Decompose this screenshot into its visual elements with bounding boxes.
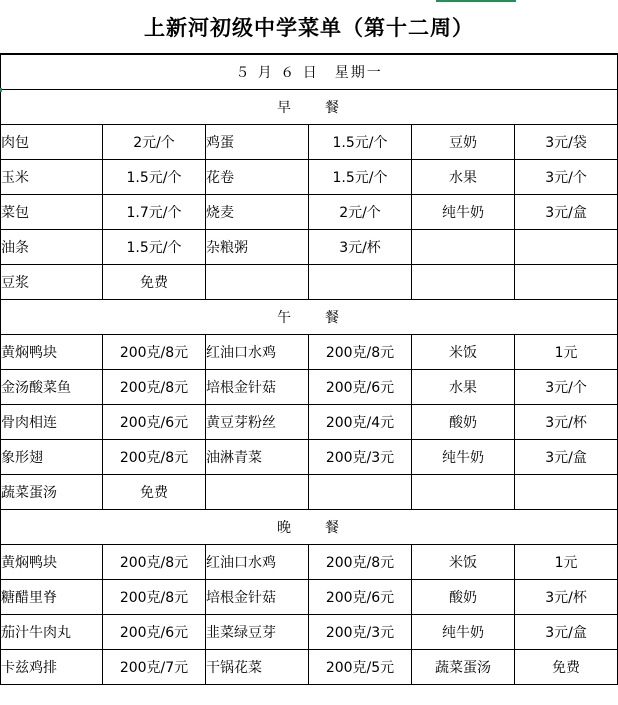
dish-name-3: 蔬菜蛋汤 [412,650,515,685]
dish-price-3: 3元/个 [515,370,618,405]
dish-price-3: 3元/盒 [515,615,618,650]
dish-name-3: 酸奶 [412,580,515,615]
menu-row [1,160,618,195]
menu-row [1,125,618,160]
dish-price-3: 3元/杯 [515,405,618,440]
dish-price-3: 3元/袋 [515,125,618,160]
dish-name-2: 韭菜绿豆芽 [206,615,309,650]
dish-name-1: 象形翅 [1,440,103,475]
meal-heading: 午 餐 [1,300,618,335]
dish-name-3: 纯牛奶 [412,195,515,230]
dish-name-3: 豆奶 [412,125,515,160]
dish-name-1: 玉米 [1,160,103,195]
dish-price-3 [515,475,618,510]
cell-selection-marker [436,0,516,2]
menu-row [1,440,618,475]
dish-price-2: 200克/8元 [309,335,412,370]
dish-price-2 [309,475,412,510]
menu-table-body [1,55,618,685]
dish-name-2: 花卷 [206,160,309,195]
dish-price-1: 免费 [103,265,206,300]
dish-name-1: 黄焖鸭块 [1,545,103,580]
dish-price-3: 1元 [515,335,618,370]
dish-price-1: 200克/8元 [103,370,206,405]
dish-price-3: 3元/杯 [515,580,618,615]
dish-price-2: 200克/3元 [309,440,412,475]
dish-price-1: 200克/8元 [103,335,206,370]
menu-row [1,230,618,265]
dish-price-3: 3元/盒 [515,195,618,230]
menu-row [1,265,618,300]
dish-name-1: 卡兹鸡排 [1,650,103,685]
cell-corner-marker [0,88,2,92]
menu-table [0,54,618,685]
dish-name-3: 纯牛奶 [412,440,515,475]
dish-name-3 [412,265,515,300]
dish-name-2: 黄豆芽粉丝 [206,405,309,440]
date-row [1,55,618,90]
menu-row [1,580,618,615]
dish-price-2: 200克/4元 [309,405,412,440]
dish-name-2: 烧麦 [206,195,309,230]
dish-name-1: 油条 [1,230,103,265]
dish-price-2: 2元/个 [309,195,412,230]
meal-heading: 晚 餐 [1,510,618,545]
meal-heading-row [1,300,618,335]
dish-price-2: 1.5元/个 [309,160,412,195]
dish-price-1: 免费 [103,475,206,510]
dish-name-2 [206,475,309,510]
menu-row [1,335,618,370]
dish-price-3: 1元 [515,545,618,580]
dish-price-1: 2元/个 [103,125,206,160]
dish-name-1: 糖醋里脊 [1,580,103,615]
dish-name-3 [412,475,515,510]
dish-price-3: 免费 [515,650,618,685]
dish-name-1: 肉包 [1,125,103,160]
dish-price-3 [515,265,618,300]
dish-price-1: 200克/6元 [103,615,206,650]
dish-name-2: 鸡蛋 [206,125,309,160]
meal-heading: 早 餐 [1,90,618,125]
dish-name-2: 红油口水鸡 [206,545,309,580]
dish-price-3: 3元/个 [515,160,618,195]
dish-name-3: 米饭 [412,545,515,580]
dish-name-1: 金汤酸菜鱼 [1,370,103,405]
meal-heading-row [1,510,618,545]
dish-price-3: 3元/盒 [515,440,618,475]
dish-name-2: 干锅花菜 [206,650,309,685]
dish-name-2: 红油口水鸡 [206,335,309,370]
date-cell: ５ 月 ６ 日 星期一 [1,55,618,90]
dish-name-1: 蔬菜蛋汤 [1,475,103,510]
menu-row [1,650,618,685]
dish-price-2: 200克/6元 [309,370,412,405]
dish-price-1: 1.7元/个 [103,195,206,230]
dish-price-2 [309,265,412,300]
dish-price-1: 1.5元/个 [103,160,206,195]
page-title: 上新河初级中学菜单（第十二周） [144,15,474,40]
dish-price-1: 200克/7元 [103,650,206,685]
dish-price-1: 200克/8元 [103,545,206,580]
dish-name-3: 米饭 [412,335,515,370]
dish-price-2: 200克/3元 [309,615,412,650]
menu-row [1,405,618,440]
dish-price-2: 200克/6元 [309,580,412,615]
menu-row [1,545,618,580]
dish-price-1: 200克/8元 [103,440,206,475]
dish-price-2: 1.5元/个 [309,125,412,160]
dish-name-3: 酸奶 [412,405,515,440]
dish-name-2 [206,265,309,300]
dish-price-1: 200克/8元 [103,580,206,615]
dish-name-3: 纯牛奶 [412,615,515,650]
dish-price-3 [515,230,618,265]
dish-name-2: 油淋青菜 [206,440,309,475]
dish-price-2: 200克/5元 [309,650,412,685]
menu-row [1,370,618,405]
dish-name-1: 茄汁牛肉丸 [1,615,103,650]
meal-heading-row [1,90,618,125]
dish-name-3: 水果 [412,160,515,195]
menu-row [1,615,618,650]
menu-row [1,475,618,510]
dish-price-1: 200克/6元 [103,405,206,440]
dish-name-3 [412,230,515,265]
dish-name-1: 豆浆 [1,265,103,300]
dish-name-2: 培根金针菇 [206,370,309,405]
dish-price-2: 200克/8元 [309,545,412,580]
dish-price-1: 1.5元/个 [103,230,206,265]
dish-name-1: 骨肉相连 [1,405,103,440]
dish-name-1: 黄焖鸭块 [1,335,103,370]
dish-name-2: 杂粮粥 [206,230,309,265]
dish-name-1: 菜包 [1,195,103,230]
dish-price-2: 3元/杯 [309,230,412,265]
menu-row [1,195,618,230]
dish-name-2: 培根金针菇 [206,580,309,615]
dish-name-3: 水果 [412,370,515,405]
